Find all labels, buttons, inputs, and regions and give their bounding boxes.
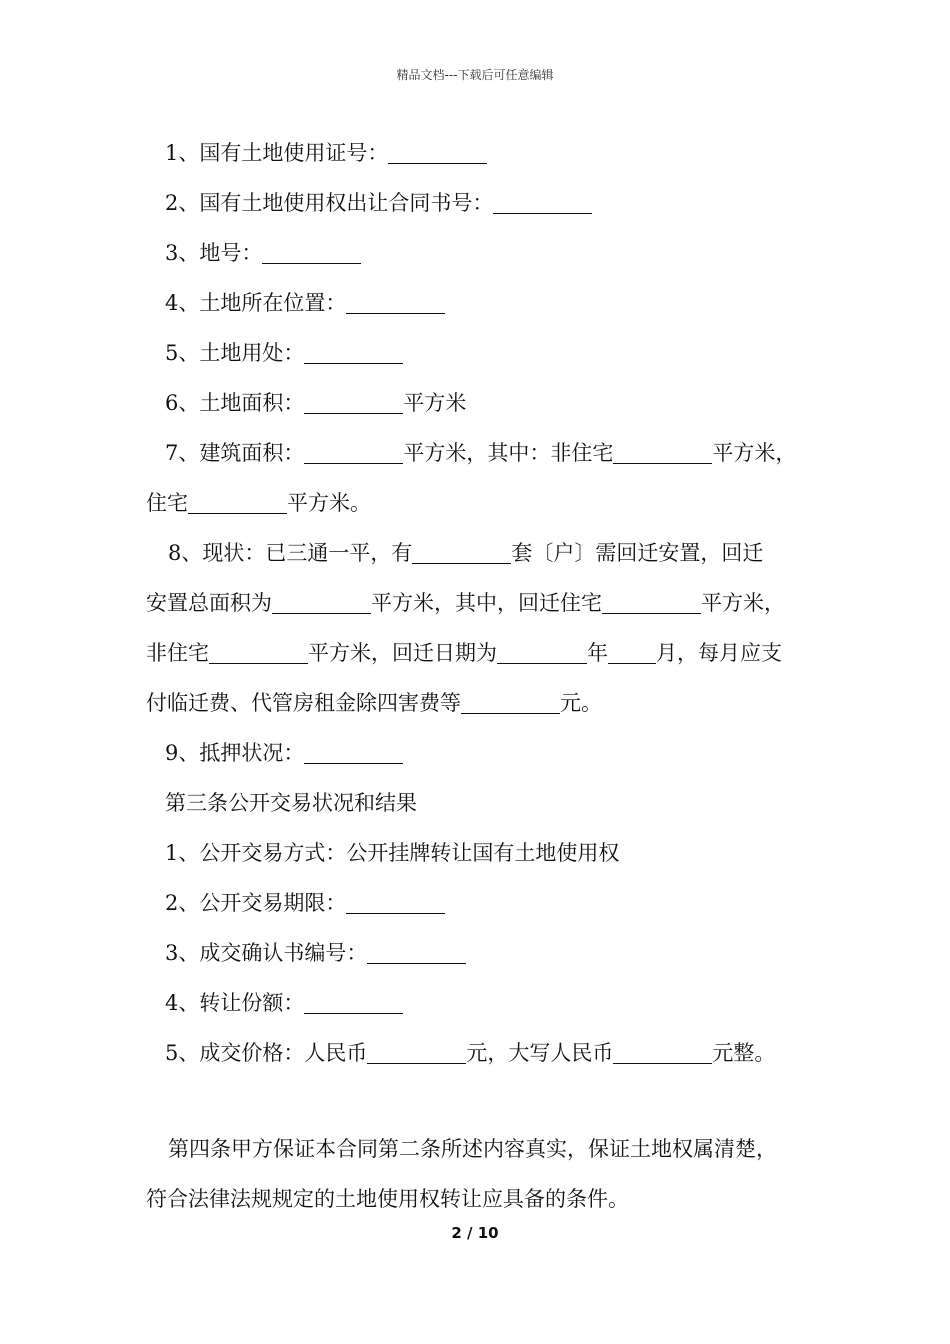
- blank-field: [304, 339, 403, 364]
- blank-field: [608, 639, 656, 664]
- blank-field: [304, 439, 403, 464]
- unit-text: 平方米，: [712, 441, 797, 465]
- item-1: [146, 128, 826, 178]
- trade-item-4: [146, 978, 826, 1028]
- blank-field: [304, 989, 403, 1014]
- trade-item-5-text: 元，大写人民币: [466, 1041, 614, 1065]
- spacer: [146, 1078, 826, 1124]
- trade-item-5: [146, 1028, 826, 1078]
- item-8-text: 非住宅: [146, 641, 209, 665]
- item-8-text: 付临迁费、代管房租金除四害费等: [146, 691, 461, 715]
- trade-item-2-label: 2、公开交易期限：: [165, 891, 347, 915]
- item-7-text: 住宅: [146, 491, 188, 515]
- item-5: [146, 328, 826, 378]
- blank-field: [367, 1039, 466, 1064]
- item-4-label: 4、土地所在位置：: [165, 291, 347, 315]
- item-8-text: 年: [587, 641, 608, 665]
- item-1-label: 1、国有土地使用证号：: [165, 141, 389, 165]
- item-9: [146, 728, 826, 778]
- item-9-label: 9、抵押状况：: [165, 741, 305, 765]
- blank-field: [304, 389, 403, 414]
- unit-text: 元。: [560, 691, 602, 715]
- blank-field: [209, 639, 308, 664]
- blank-field: [346, 289, 445, 314]
- blank-field: [188, 489, 287, 514]
- blank-field: [412, 539, 511, 564]
- blank-field: [367, 939, 466, 964]
- item-8-text: 套〔户〕需回迁安置，回迁: [511, 541, 764, 565]
- item-4: [146, 278, 826, 328]
- item-7: [146, 428, 826, 478]
- blank-field: [493, 189, 592, 214]
- item-8-text: 安置总面积为: [146, 591, 272, 615]
- item-6-label: 6、土地面积：: [165, 391, 305, 415]
- total-pages: 10: [477, 1224, 499, 1242]
- item-8: [146, 528, 826, 578]
- item-5-label: 5、土地用处：: [165, 341, 305, 365]
- trade-item-3-label: 3、成交确认书编号：: [165, 941, 368, 965]
- document-body: [146, 128, 826, 1224]
- item-8-cont: [146, 628, 826, 678]
- item-8-cont: [146, 578, 826, 628]
- item-8-cont: [146, 678, 826, 728]
- blank-field: [613, 439, 712, 464]
- blank-field: [497, 639, 587, 664]
- article-3-heading: 第三条公开交易状况和结果: [165, 791, 417, 815]
- item-8-label: 8、现状：已三通一平，有: [168, 541, 413, 565]
- trade-item-3: [146, 928, 826, 978]
- blank-field: [304, 739, 403, 764]
- item-8-text: 月，每月应支: [656, 641, 782, 665]
- blank-field: [346, 889, 445, 914]
- item-7-text: 平方米，其中：非住宅: [403, 441, 614, 465]
- unit-text: 平方米，: [701, 591, 785, 615]
- article-4-line-2: 符合法律法规规定的土地使用权转让应具备的条件。: [146, 1187, 629, 1211]
- unit-text: 平方米: [403, 391, 467, 415]
- item-3: [146, 228, 826, 278]
- trade-item-1: 1、公开交易方式：公开挂牌转让国有土地使用权: [165, 841, 620, 865]
- blank-field: [272, 589, 371, 614]
- item-8-text: 平方米，回迁日期为: [308, 641, 497, 665]
- article-4-line-1: 第四条甲方保证本合同第二条所述内容真实，保证土地权属清楚，: [168, 1137, 777, 1161]
- page-header: 精品文档---下载后可任意编辑: [396, 68, 554, 82]
- blank-field: [602, 589, 701, 614]
- item-7-label: 7、建筑面积：: [165, 441, 305, 465]
- unit-text: 平方米。: [287, 491, 371, 515]
- item-3-label: 3、地号：: [165, 241, 263, 265]
- trade-item-4-label: 4、转让份额：: [165, 991, 305, 1015]
- blank-field: [388, 139, 487, 164]
- trade-item-5-label: 5、成交价格：人民币: [165, 1041, 368, 1065]
- current-page: 2: [451, 1224, 462, 1242]
- page-number: [0, 1224, 950, 1242]
- blank-field: [613, 1039, 712, 1064]
- item-2-label: 2、国有土地使用权出让合同书号：: [165, 191, 494, 215]
- blank-field: [262, 239, 361, 264]
- item-7-cont: [146, 478, 826, 528]
- item-8-text: 平方米，其中，回迁住宅: [371, 591, 602, 615]
- item-6: [146, 378, 826, 428]
- trade-item-2: [146, 878, 826, 928]
- item-2: [146, 178, 826, 228]
- page-separator: /: [461, 1224, 478, 1242]
- unit-text: 元整。: [712, 1041, 776, 1065]
- blank-field: [461, 689, 560, 714]
